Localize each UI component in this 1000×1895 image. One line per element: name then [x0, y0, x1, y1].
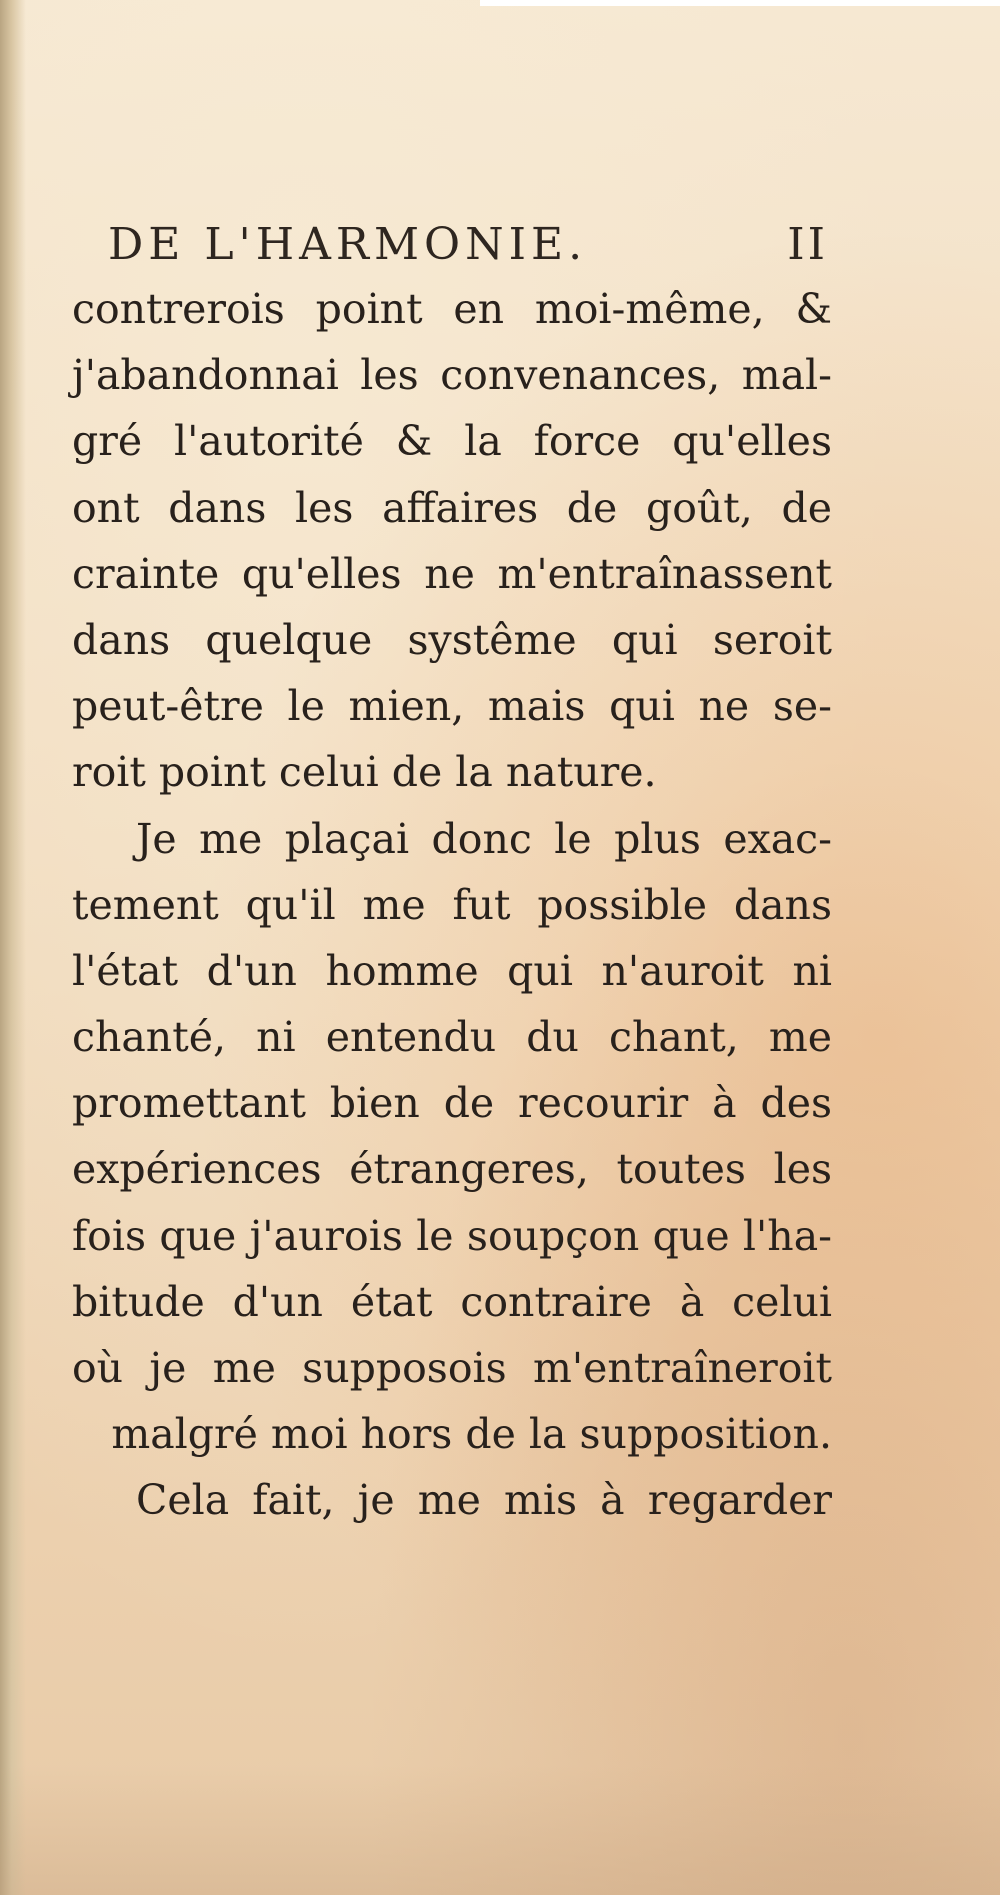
page-top-edge: [480, 0, 1000, 6]
text-line: j'abandonnai les convenances, mal-: [72, 351, 832, 400]
text-line: roit point celui de la nature.: [72, 748, 657, 797]
text-line: ont dans les affaires de goût, de: [72, 483, 832, 532]
text-line: l'état d'un homme qui n'auroit ni: [72, 946, 832, 995]
text-line: Cela fait, je me mis à regarder: [136, 1476, 832, 1525]
text-line: dans quelque systême qui seroit: [72, 615, 832, 664]
page-bottom-stain: [0, 1765, 1000, 1895]
text-line: chanté, ni entendu du chant, me: [72, 1013, 832, 1062]
text-line: fois que j'aurois le soupçon que l'ha-: [72, 1211, 832, 1260]
running-header: [108, 214, 828, 276]
text-line: malgré moi hors de la supposition.: [111, 1410, 832, 1459]
page-gutter-shadow: [0, 0, 26, 1895]
text-line: expériences étrangeres, toutes les: [72, 1145, 832, 1194]
text-line: promettant bien de recourir à des: [72, 1079, 832, 1128]
text-line: gré l'autorité & la force qu'elles: [72, 417, 832, 466]
text-line: tement qu'il me fut possible dans: [72, 880, 832, 929]
text-line: crainte qu'elles ne m'entraînassent: [72, 549, 832, 598]
text-line: Je me plaçai donc le plus exac-: [136, 814, 832, 863]
running-title: DE L'HARMONIE.: [108, 219, 588, 270]
text-line: peut-être le mien, mais qui ne se-: [72, 682, 832, 731]
text-line: où je me supposois m'entraîneroit: [72, 1344, 832, 1392]
page-number: II: [787, 219, 828, 270]
text-line: contrerois point en moi-même, &: [72, 285, 832, 333]
body-text: [72, 276, 832, 1534]
text-line: bitude d'un état contraire à celui: [72, 1277, 832, 1326]
